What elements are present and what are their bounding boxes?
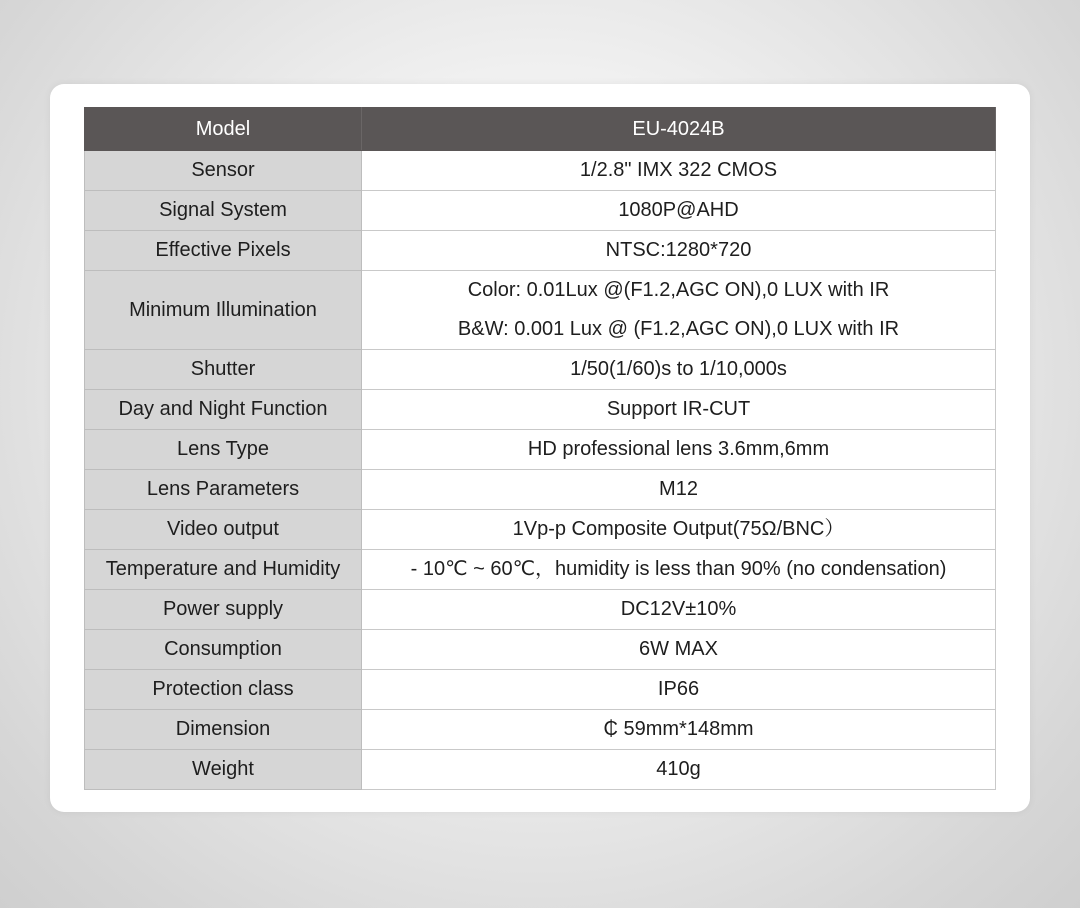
table-row (85, 430, 996, 470)
spec-label: Shutter (85, 350, 362, 390)
table-row (85, 470, 996, 510)
spec-value-line: IP66 (657, 678, 700, 700)
table-row (85, 510, 996, 550)
spec-value (362, 630, 996, 670)
spec-value-line: 1/50(1/60)s to 1/10,000s (570, 358, 787, 380)
spec-label: Power supply (85, 590, 362, 630)
spec-value-line: B&W: 0.001 Lux @ (F1.2,AGC ON),0 LUX with IR (457, 318, 900, 340)
table-row (85, 350, 996, 390)
table-row (85, 151, 996, 191)
table-row (85, 590, 996, 630)
table-row (85, 750, 996, 790)
spec-value-line: NTSC:1280*720 (605, 239, 752, 261)
spec-value (362, 590, 996, 630)
spec-value-line: 1Vp-p Composite Output(75Ω/BNC） (512, 518, 845, 540)
table-row (85, 550, 996, 590)
spec-label: Video output (85, 510, 362, 550)
spec-label: Protection class (85, 670, 362, 710)
header-label: Model (85, 108, 362, 151)
spec-value (362, 710, 996, 750)
spec-value-line: 6W MAX (639, 638, 718, 660)
spec-value-line: M12 (659, 478, 698, 500)
table-row (85, 271, 996, 350)
spec-value-line: DC12V±10% (620, 598, 737, 620)
spec-value-line: 410g (656, 758, 701, 780)
spec-card (50, 84, 1030, 812)
spec-value (362, 350, 996, 390)
spec-value-line: Color: 0.01Lux @(F1.2,AGC ON),0 LUX with IR (467, 279, 890, 301)
spec-value-line: 1/2.8" IMX 322 CMOS (579, 159, 778, 181)
spec-value (362, 510, 996, 550)
spec-value-line: 1080P@AHD (618, 199, 739, 221)
spec-value (362, 231, 996, 271)
table-row (85, 670, 996, 710)
spec-value (362, 550, 996, 590)
spec-value (362, 191, 996, 231)
spec-value-line: Support IR-CUT (606, 398, 751, 420)
table-row (85, 191, 996, 231)
spec-label: Signal System (85, 191, 362, 231)
spec-table (84, 107, 996, 790)
spec-label: Dimension (85, 710, 362, 750)
table-header-row (85, 108, 996, 151)
spec-value-line: HD professional lens 3.6mm,6mm (527, 438, 830, 460)
spec-label: Consumption (85, 630, 362, 670)
spec-value (362, 470, 996, 510)
spec-label: Day and Night Function (85, 390, 362, 430)
spec-table-body (85, 151, 996, 790)
spec-value (362, 271, 996, 350)
table-row (85, 630, 996, 670)
spec-label: Effective Pixels (85, 231, 362, 271)
spec-label: Sensor (85, 151, 362, 191)
table-row (85, 231, 996, 271)
spec-value (362, 430, 996, 470)
spec-value (362, 390, 996, 430)
spec-value (362, 670, 996, 710)
spec-label: Lens Type (85, 430, 362, 470)
spec-label: Weight (85, 750, 362, 790)
table-row (85, 710, 996, 750)
spec-value (362, 151, 996, 191)
spec-label: Minimum Illumination (85, 271, 362, 350)
spec-value-line: ₵ 59mm*148mm (603, 718, 754, 740)
spec-value-line: - 10℃ ~ 60℃，humidity is less than 90% (no condensation) (410, 558, 947, 580)
spec-value (362, 750, 996, 790)
spec-label: Lens Parameters (85, 470, 362, 510)
spec-label: Temperature and Humidity (85, 550, 362, 590)
table-row (85, 390, 996, 430)
header-value: EU-4024B (362, 108, 996, 151)
